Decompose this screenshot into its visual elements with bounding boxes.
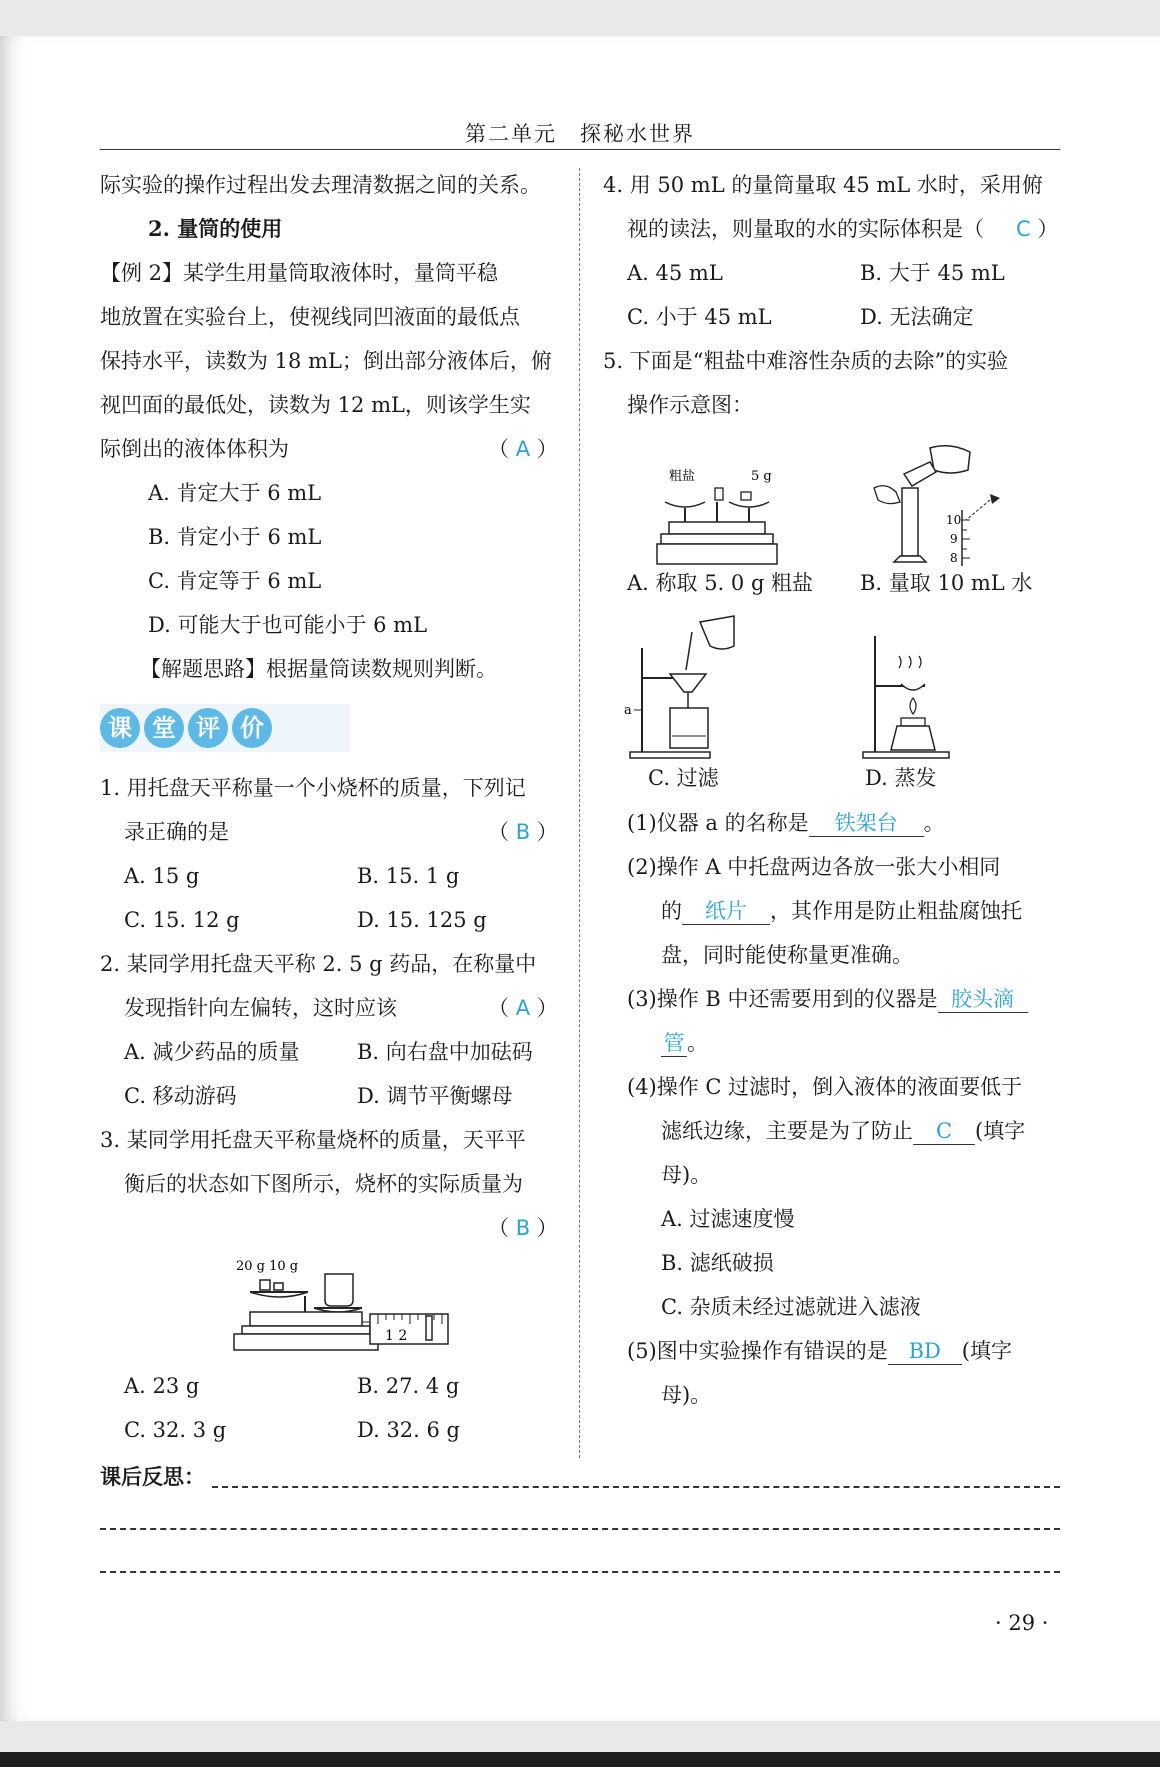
sub-question-4-line2: 滤纸边缘，主要是为了防止 C (填字 bbox=[661, 1119, 1026, 1143]
column-divider bbox=[579, 168, 580, 1458]
bottom-bar bbox=[0, 1752, 1160, 1767]
example2-line: 【例 2】某学生用量筒取液体时，量筒平稳 bbox=[100, 261, 499, 285]
answer-blank-4: C bbox=[913, 1118, 975, 1145]
badge-char: 堂 bbox=[144, 708, 184, 748]
figure-c-filtration bbox=[622, 612, 772, 762]
reflection-label: 课后反思： bbox=[100, 1464, 205, 1489]
sub-question-3-line2: 管 。 bbox=[661, 1030, 708, 1057]
option: D. 可能大于也可能小于 6 mL bbox=[148, 613, 428, 637]
figure-b-cylinder bbox=[870, 440, 1005, 570]
solution-thinking: 【解题思路】根据量筒读数规则判断。 bbox=[140, 657, 497, 681]
answer-blank-1: 铁架台 bbox=[809, 810, 924, 837]
answer-blank-5: BD bbox=[888, 1338, 962, 1365]
q3-answer: B bbox=[515, 1216, 531, 1240]
sub-question-5-line2: 母)。 bbox=[661, 1383, 712, 1407]
sub-question-4-line3: 母)。 bbox=[661, 1163, 712, 1187]
reflection-line[interactable] bbox=[100, 1571, 1060, 1573]
figure-a-balance bbox=[655, 462, 780, 570]
page-header: 第二单元 探秘水世界 bbox=[465, 122, 695, 146]
sub-question-2-line2: 的 纸片 ，其作用是防止粗盐腐蚀托 bbox=[661, 899, 1022, 923]
q5-line: 5. 下面是“粗盐中难溶性杂质的去除”的实验 bbox=[603, 349, 1009, 373]
q1-answer: B bbox=[515, 820, 531, 844]
option: C. 杂质未经过滤就进入滤液 bbox=[661, 1295, 921, 1319]
answer-blank-2: 纸片 bbox=[682, 898, 770, 925]
option: A. 肯定大于 6 mL bbox=[148, 481, 322, 505]
option: A. 15 g bbox=[124, 864, 200, 888]
option: B. 向右盘中加砝码 bbox=[357, 1040, 533, 1064]
option: C. 小于 45 mL bbox=[627, 305, 772, 329]
option: D. 调节平衡螺母 bbox=[357, 1084, 513, 1108]
figure-b-caption: B. 量取 10 mL 水 bbox=[860, 571, 1033, 595]
answer-bracket: （ B ） bbox=[488, 820, 558, 844]
figure-c-label-a: a bbox=[624, 703, 632, 718]
option: C. 肯定等于 6 mL bbox=[148, 569, 322, 593]
badge-char: 课 bbox=[100, 708, 140, 748]
option: C. 15. 12 g bbox=[124, 908, 240, 932]
figure-a-caption: A. 称取 5. 0 g 粗盐 bbox=[627, 571, 814, 595]
tick-8: 8 bbox=[950, 551, 958, 565]
figure-d-evaporation bbox=[855, 632, 955, 762]
sub-question-3: (3)操作 B 中还需要用到的仪器是 胶头滴 bbox=[627, 986, 1028, 1013]
sub-question-4: (4)操作 C 过滤时，倒入液体的液面要低于 bbox=[627, 1075, 1023, 1099]
q4-line: 4. 用 50 mL 的量筒量取 45 mL 水时，采用俯 bbox=[603, 173, 1043, 197]
option: C. 32. 3 g bbox=[124, 1418, 227, 1442]
tick-9: 9 bbox=[950, 532, 958, 546]
option: B. 大于 45 mL bbox=[860, 261, 1005, 285]
header-rule bbox=[100, 149, 1060, 150]
figure-a-mass-label: 5 g bbox=[751, 469, 772, 484]
example2-line: 视凹面的最低处，读数为 12 mL，则该学生实 bbox=[100, 393, 531, 417]
subheading-cylinder: 2. 量筒的使用 bbox=[148, 216, 283, 241]
option: D. 15. 125 g bbox=[357, 908, 487, 932]
option: D. 无法确定 bbox=[860, 305, 974, 329]
option: A. 45 mL bbox=[627, 261, 723, 285]
continued-text: 际实验的操作过程出发去理清数据之间的关系。 bbox=[100, 173, 541, 197]
q2-line: 发现指针向左偏转，这时应该 bbox=[124, 996, 397, 1020]
answer-bracket: （ B ） bbox=[488, 1216, 558, 1240]
page-number: · 29 · bbox=[995, 1611, 1049, 1635]
sub-question-2-line3: 盘，同时能使称量更准确。 bbox=[661, 943, 913, 967]
q2-answer: A bbox=[515, 996, 531, 1020]
option: A. 过滤速度慢 bbox=[661, 1207, 795, 1231]
q1-line: 录正确的是 bbox=[124, 820, 229, 844]
q4-answer-wrap: C ） bbox=[1016, 217, 1059, 241]
figure-c-caption: C. 过滤 bbox=[648, 766, 719, 790]
reflection-line[interactable] bbox=[212, 1486, 1060, 1488]
answer-blank-3: 胶头滴 bbox=[938, 986, 1028, 1013]
example2-line: 际倒出的液体体积为 bbox=[100, 437, 289, 461]
balance-figure bbox=[230, 1250, 450, 1358]
q1-line: 1. 用托盘天平称量一个小烧杯的质量，下列记 bbox=[100, 776, 526, 800]
answer-bracket: （ A ） bbox=[488, 437, 558, 461]
figure-d-caption: D. 蒸发 bbox=[865, 766, 937, 790]
q5-line: 操作示意图： bbox=[627, 393, 753, 417]
example2-line: 地放置在实验台上，使视线同凹液面的最低点 bbox=[100, 305, 520, 329]
option: B. 27. 4 g bbox=[357, 1374, 460, 1398]
badge-char: 评 bbox=[188, 708, 228, 748]
answer-blank-3b: 管 bbox=[661, 1030, 687, 1057]
q3-line: 衡后的状态如下图所示，烧杯的实际质量为 bbox=[124, 1172, 523, 1196]
option: B. 肯定小于 6 mL bbox=[148, 525, 322, 549]
q4-line: 视的读法，则量取的水的实际体积是（ bbox=[627, 217, 984, 241]
example2-line: 保持水平，读数为 18 mL；倒出部分液体后，俯 bbox=[100, 349, 552, 373]
q3-line: 3. 某同学用托盘天平称量烧杯的质量，天平平 bbox=[100, 1128, 526, 1152]
tick-10: 10 bbox=[946, 513, 962, 527]
sub-question-2: (2)操作 A 中托盘两边各放一张大小相同 bbox=[627, 855, 1001, 879]
option: A. 减少药品的质量 bbox=[124, 1040, 300, 1064]
q2-line: 2. 某同学用托盘天平称 2. 5 g 药品，在称量中 bbox=[100, 952, 537, 976]
answer-bracket: （ A ） bbox=[488, 996, 558, 1020]
weights-label: 20 g 10 g bbox=[236, 1259, 299, 1274]
option: C. 移动游码 bbox=[124, 1084, 237, 1108]
reflection-line[interactable] bbox=[100, 1528, 1060, 1530]
option: A. 23 g bbox=[124, 1374, 200, 1398]
figure-a-salt-label: 粗盐 bbox=[669, 469, 696, 484]
sub-question-1: (1)仪器 a 的名称是 铁架台 。 bbox=[627, 811, 945, 835]
sub-question-5: (5)图中实验操作有错误的是 BD (填字 bbox=[627, 1339, 1012, 1363]
q4-answer: C bbox=[1016, 217, 1031, 241]
option: B. 15. 1 g bbox=[357, 864, 460, 888]
badge-char: 价 bbox=[232, 708, 272, 748]
option: B. 滤纸破损 bbox=[661, 1251, 774, 1275]
example2-answer: A bbox=[515, 437, 531, 461]
option: D. 32. 6 g bbox=[357, 1418, 460, 1442]
ruler-numbers: 1 2 bbox=[385, 1328, 408, 1344]
